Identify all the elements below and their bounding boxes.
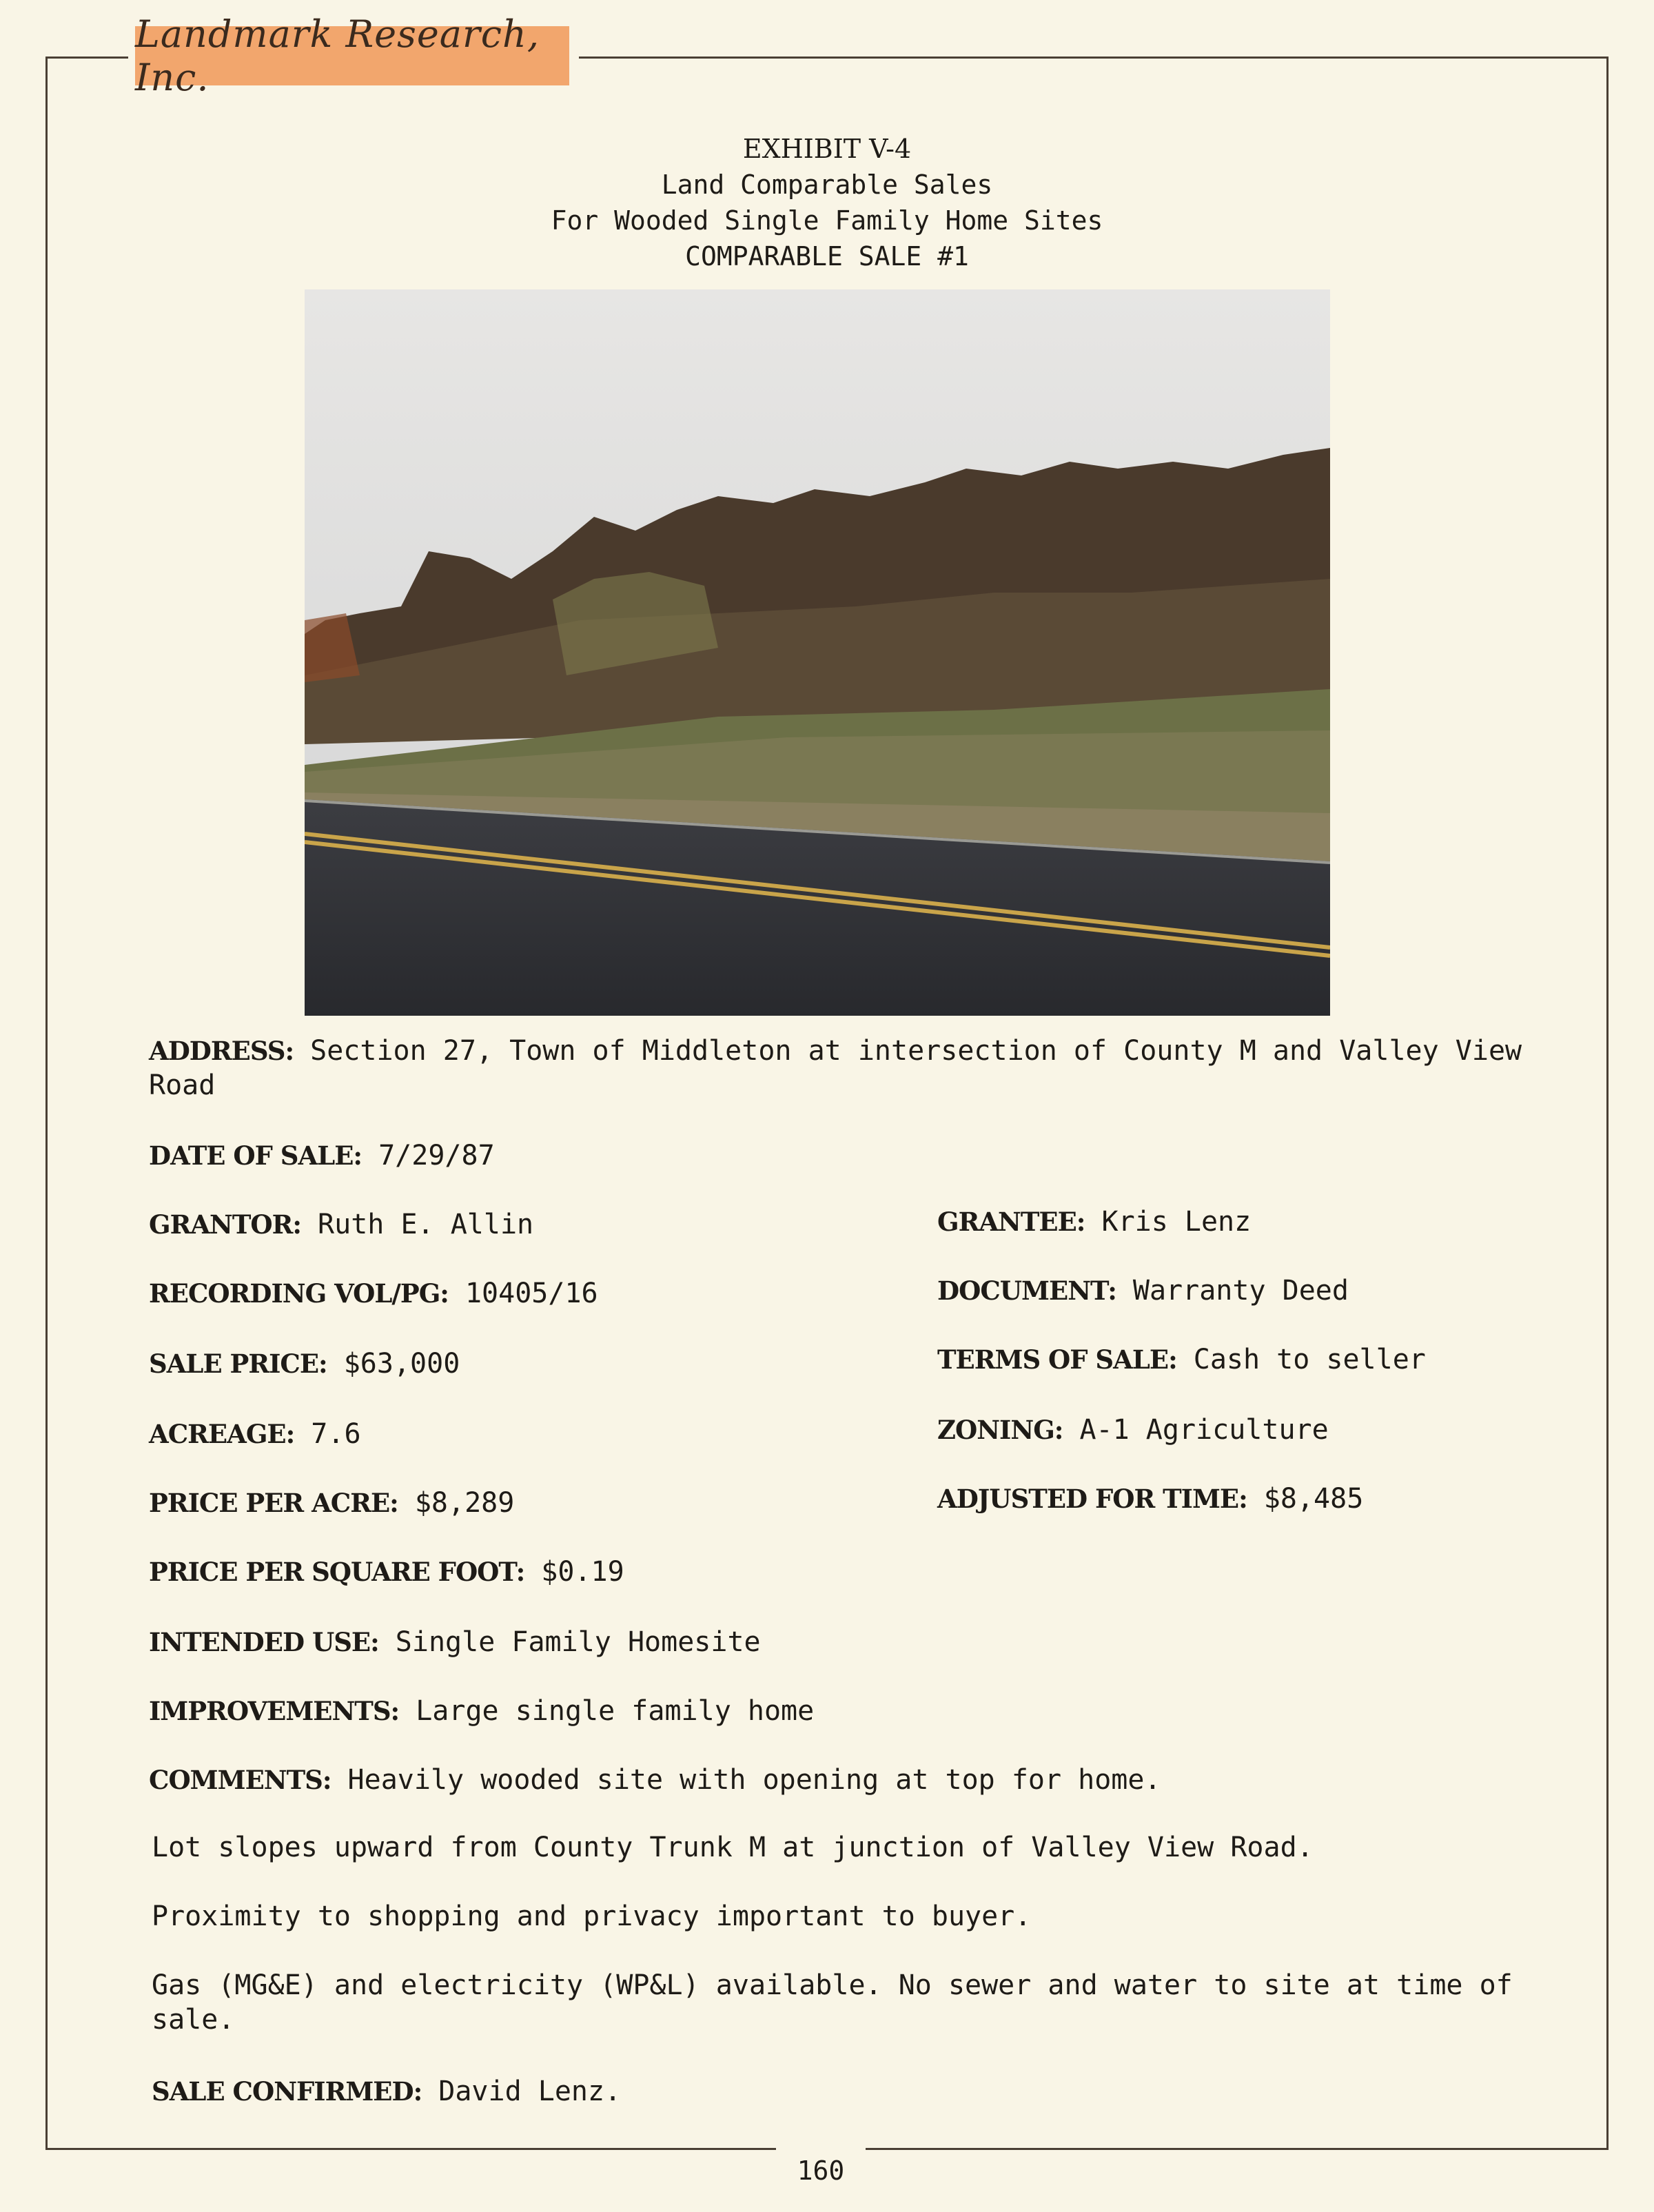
address-label: ADDRESS: (149, 1036, 294, 1066)
comments-field (149, 1763, 1161, 1797)
acreage-field (149, 1417, 361, 1451)
recording-field (149, 1276, 598, 1311)
acreage-label: ACREAGE: (149, 1419, 295, 1449)
recording-label: RECORDING VOL/PG: (149, 1278, 449, 1309)
grantor-field (149, 1207, 533, 1242)
sale-confirmed-field (152, 2074, 621, 2109)
intended-use-value: Single Family Homesite (395, 1626, 761, 1658)
address-value: Section 27, Town of Middleton at intersection of County M and Valley View Road (149, 1035, 1522, 1101)
exhibit-subtitle-3: COMPARABLE SALE #1 (685, 241, 969, 272)
price-per-acre-value: $8,289 (414, 1487, 515, 1519)
adjusted-for-time-label: ADJUSTED FOR TIME: (937, 1484, 1247, 1514)
zoning-label: ZONING: (937, 1415, 1063, 1445)
sale-confirmed-value: David Lenz. (438, 2076, 622, 2107)
terms-of-sale-value: Cash to seller (1193, 1344, 1426, 1375)
sale-price-value: $63,000 (343, 1348, 460, 1380)
exhibit-subtitle-1: Land Comparable Sales (661, 170, 993, 200)
date-of-sale-label: DATE OF SALE: (149, 1140, 363, 1171)
property-photo (305, 289, 1330, 1016)
exhibit-subtitle-2: For Wooded Single Family Home Sites (551, 205, 1103, 236)
terms-of-sale-field (937, 1342, 1426, 1377)
exhibit-title: EXHIBIT V-4 (742, 134, 912, 164)
recording-value: 10405/16 (464, 1278, 598, 1309)
comment-line: Proximity to shopping and privacy important to buyer. (152, 1901, 1032, 1932)
date-of-sale-value: 7/29/87 (378, 1140, 495, 1171)
document-field (937, 1273, 1349, 1308)
grantor-label: GRANTOR: (149, 1209, 302, 1240)
document-value: Warranty Deed (1132, 1275, 1349, 1307)
logo-text: Landmark Research, Inc. (135, 12, 540, 99)
comment-line: Lot slopes upward from County Trunk M at junction of Valley View Road. (152, 1832, 1314, 1863)
grantee-label: GRANTEE: (937, 1207, 1085, 1237)
date-of-sale-field (149, 1138, 495, 1173)
acreage-value: 7.6 (311, 1418, 361, 1450)
price-per-sqft-value: $0.19 (541, 1556, 624, 1588)
price-per-sqft-label: PRICE PER SQUARE FOOT: (149, 1557, 525, 1587)
terms-of-sale-label: TERMS OF SALE: (937, 1344, 1177, 1375)
intended-use-label: INTENDED USE: (149, 1627, 379, 1657)
improvements-label: IMPROVEMENTS: (149, 1696, 400, 1726)
sale-confirmed-label: SALE CONFIRMED: (152, 2076, 422, 2107)
improvements-value: Large single family home (416, 1695, 815, 1727)
comments-value: Heavily wooded site with opening at top for home. (347, 1764, 1161, 1796)
exhibit-header (0, 131, 1654, 274)
adjusted-for-time-field (937, 1482, 1363, 1516)
sale-price-field (149, 1346, 460, 1381)
document-label: DOCUMENT: (937, 1276, 1116, 1306)
improvements-field (149, 1694, 814, 1728)
grantor-value: Ruth E. Allin (318, 1209, 534, 1240)
price-per-acre-label: PRICE PER ACRE: (149, 1488, 398, 1518)
company-logo (135, 12, 569, 99)
zoning-value: A-1 Agriculture (1079, 1414, 1329, 1446)
price-per-acre-field (149, 1486, 514, 1520)
price-per-sqft-field (149, 1555, 624, 1589)
comment-line: Gas (MG&E) and electricity (WP&L) available. No sewer and water to site at time of sale. (152, 1969, 1513, 2036)
intended-use-field (149, 1625, 761, 1659)
grantee-field (937, 1205, 1251, 1239)
sale-price-label: SALE PRICE: (149, 1349, 327, 1379)
adjusted-for-time-value: $8,485 (1263, 1483, 1364, 1515)
address-field (149, 1034, 1527, 1103)
grantee-value: Kris Lenz (1101, 1206, 1252, 1238)
comments-label: COMMENTS: (149, 1765, 331, 1795)
page-number: 160 (797, 2155, 845, 2186)
zoning-field (937, 1413, 1329, 1447)
